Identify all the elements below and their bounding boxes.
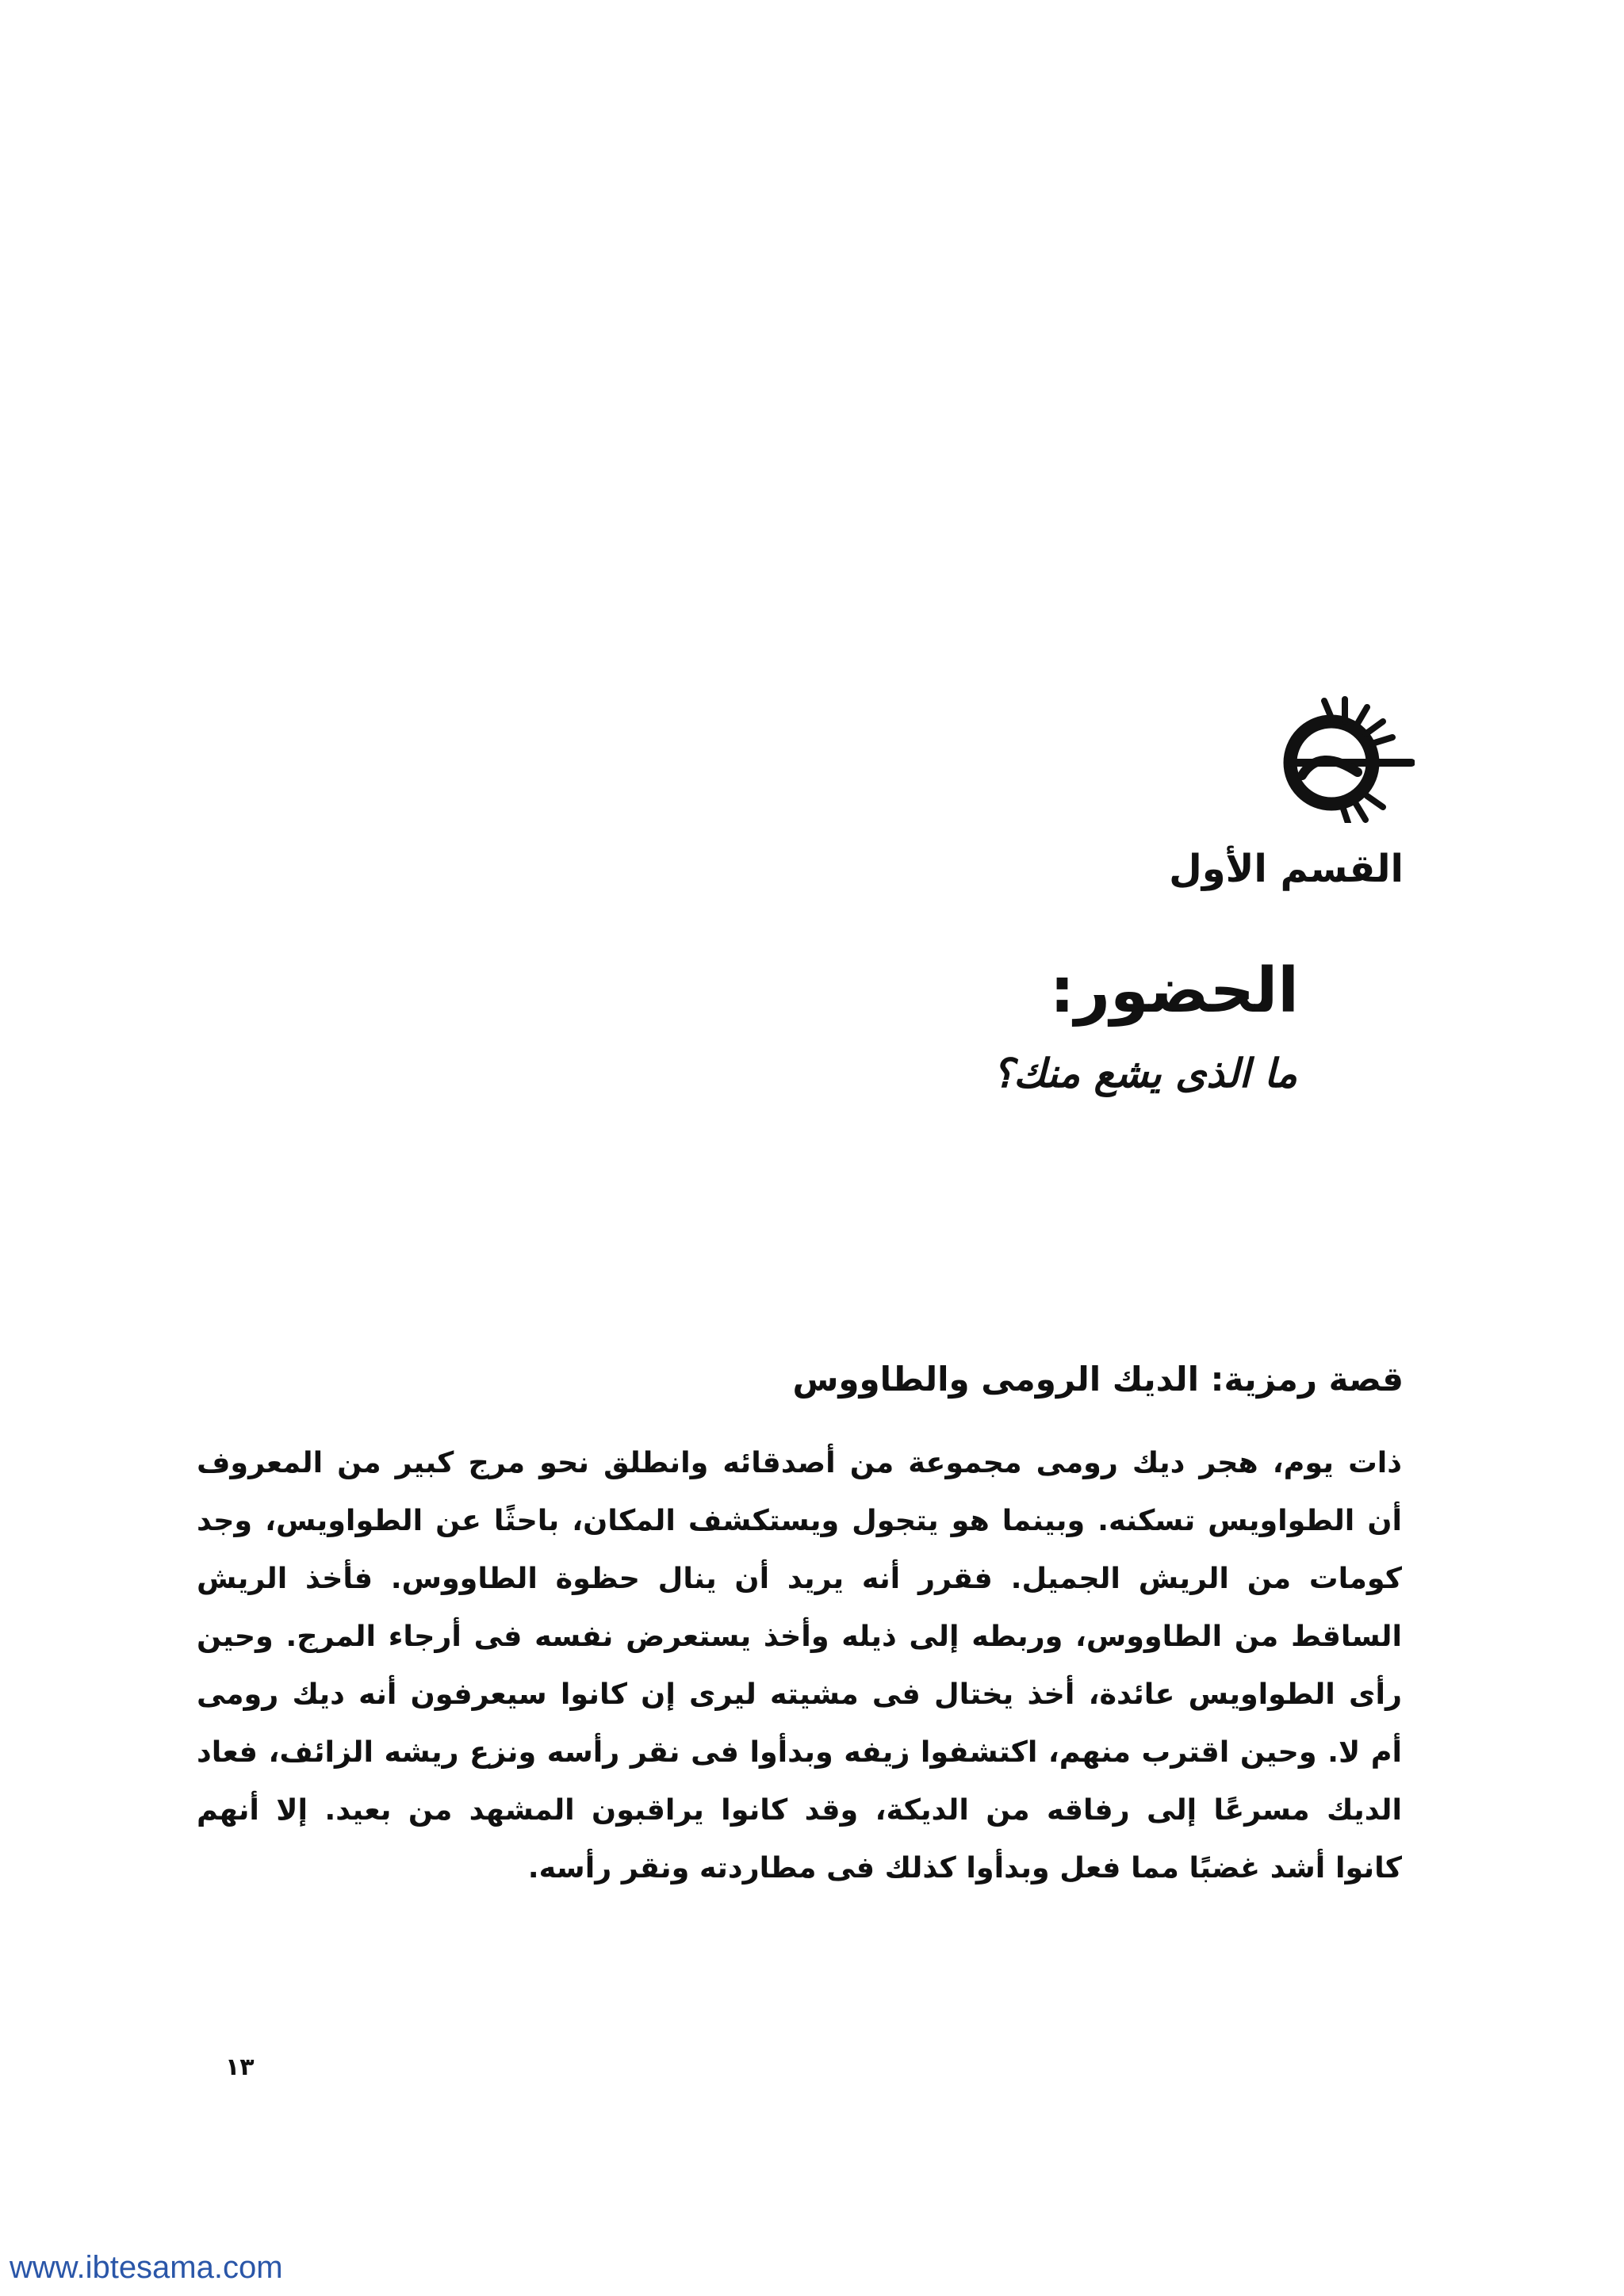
story-line: كومات من الريش الجميل. فقرر أنه يريد أن ينال حظوة الطاووس. فأخذ الريش xyxy=(197,1561,1402,1595)
chapter-title: الحضور: xyxy=(1049,955,1299,1027)
chapter-subtitle: ما الذى يشع منك؟ xyxy=(992,1050,1297,1096)
story-line: أن الطواويس تسكنه. وبينما هو يتجول ويستكشف المكان، باحثًا عن الطواويس، وجد xyxy=(197,1503,1402,1537)
story-line: الديك مسرعًا إلى رفاقه من الديكة، وقد كانوا يراقبون المشهد من بعيد. إلا أنهم xyxy=(197,1793,1402,1827)
section-label: القسم الأول xyxy=(1169,847,1404,891)
watermark-link[interactable]: www.ibtesama.com xyxy=(10,2250,283,2285)
page-number: ١٣ xyxy=(225,2053,255,2081)
story-line: الساقط من الطاووس، وربطه إلى ذيله وأخذ يستعرض نفسه فى أرجاء المرج. وحين xyxy=(197,1619,1402,1653)
story-heading: قصة رمزية: الديك الرومى والطاووس xyxy=(792,1360,1404,1399)
story-line: ذات يوم، هجر ديك رومى مجموعة من أصدقائه وانطلق نحو مرج كبير من المعروف xyxy=(197,1445,1402,1479)
story-line: كانوا أشد غضبًا مما فعل وبدأوا كذلك فى مطاردته ونقر رأسه. xyxy=(527,1850,1402,1885)
story-line: رأى الطواويس عائدة، أخذ يختال فى مشيته ليرى إن كانوا سيعرفون أنه ديك رومى xyxy=(197,1677,1402,1711)
story-line: أم لا. وحين اقترب منهم، اكتشفوا زيفه وبدأوا فى نقر رأسه ونزع ريشه الزائف، فعاد xyxy=(197,1735,1402,1769)
story-paragraph xyxy=(197,1433,1402,1896)
sun-emblem-icon xyxy=(1256,696,1415,823)
